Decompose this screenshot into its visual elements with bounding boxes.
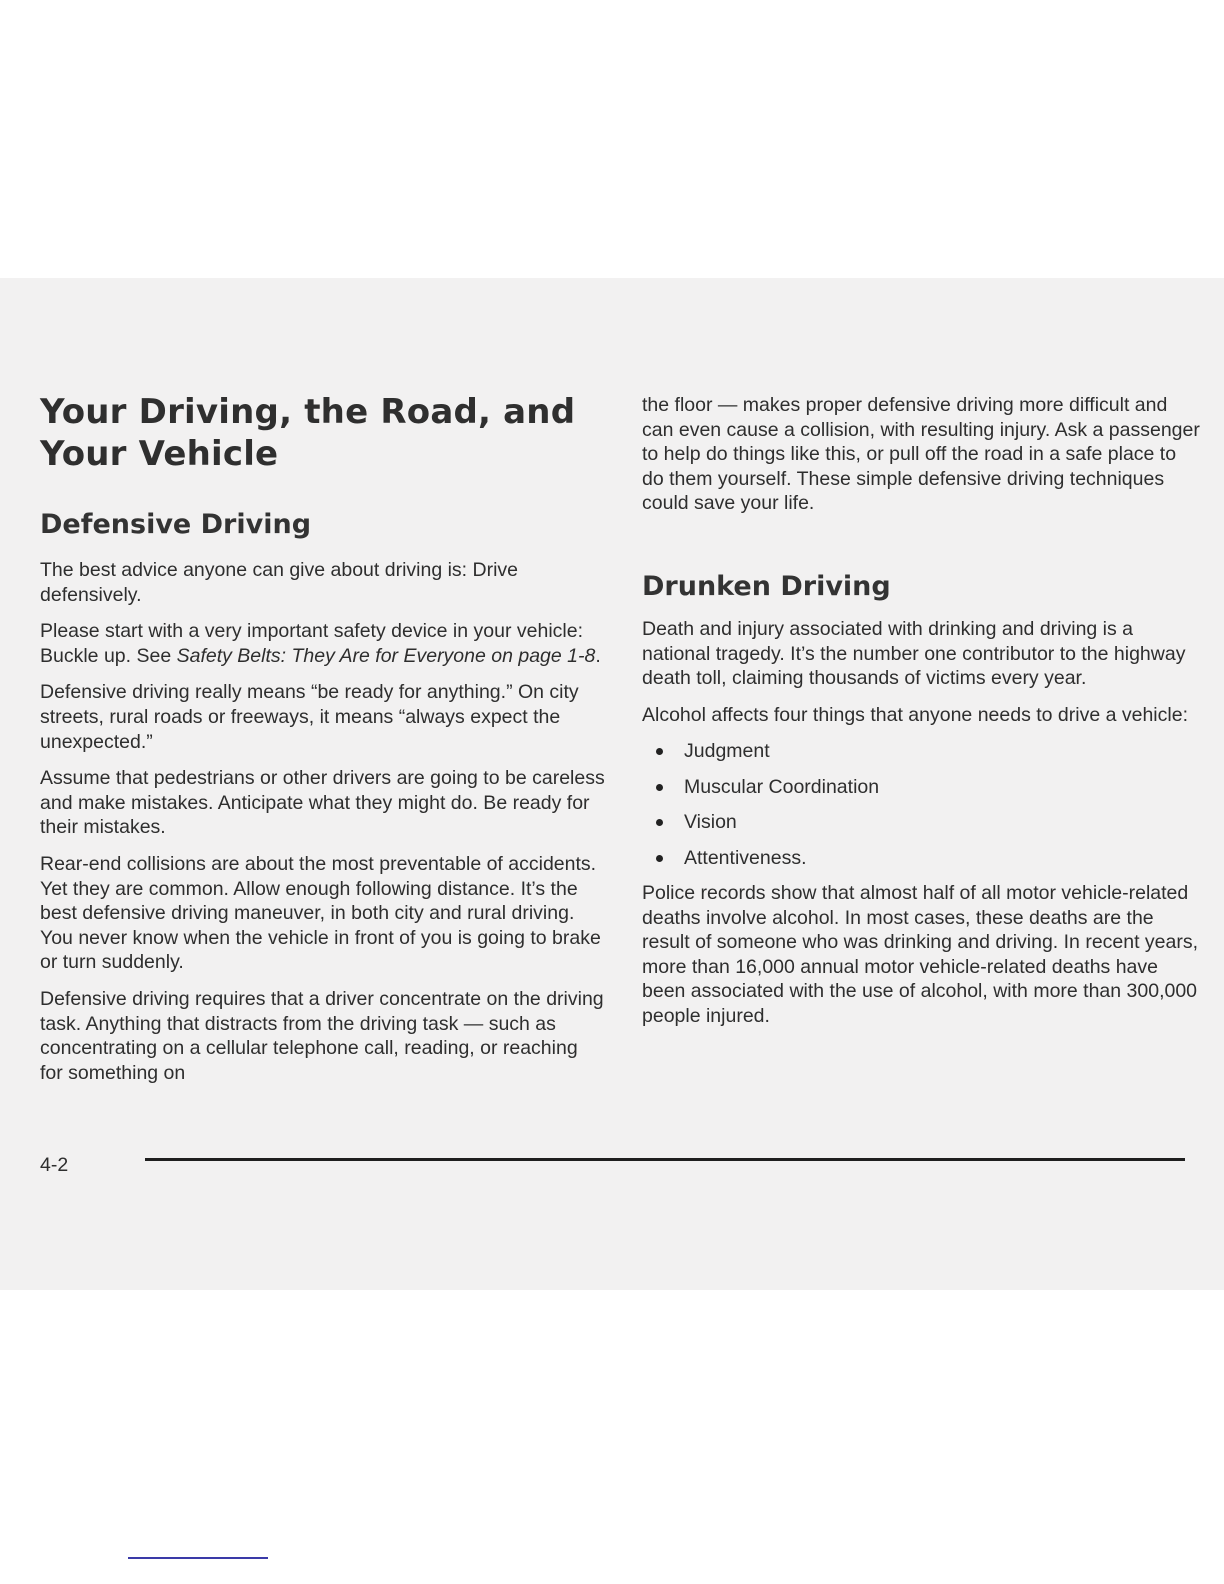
- paragraph-text: Please start with a very important safety device in your vehicle: Buckle up. See: [40, 620, 583, 667]
- defensive-driving-continued: [642, 393, 1202, 528]
- bullet-icon: [656, 819, 663, 826]
- paragraph: Police records show that almost half of all motor vehicle-related deaths involve alcohol. In most cases, these deaths are the result of someone who was drinking and driving. In recent years, more than 16,000 annual motor vehicle-related deaths have been associated with the use of alcohol, with more than 300,000 people injured.: [642, 881, 1199, 1027]
- alcohol-effects-list: [642, 739, 1202, 870]
- chapter-title: Your Driving, the Road, and Your Vehicle: [40, 392, 576, 474]
- list-item-label: Judgment: [684, 740, 770, 763]
- list-item-label: Muscular Coordination: [684, 775, 880, 798]
- paragraph: Death and injury associated with drinking and driving is a national tragedy. It’s the number one contributor to the highway death toll, claiming thousands of victims every year.: [642, 618, 1186, 690]
- paragraph: Rear-end collisions are about the most preventable of accidents. Yet they are common. Allow enough following distance. It’s the best defensive driving maneuver, in both city and rural driving. You never know when the vehicle in front of you is going to brake or turn suddenly.: [40, 852, 601, 974]
- section-heading-defensive-driving: Defensive Driving: [40, 509, 312, 540]
- defensive-driving-body: [40, 558, 605, 1097]
- bullet-icon: [656, 855, 663, 862]
- section-heading-drunken-driving: Drunken Driving: [642, 571, 891, 602]
- footer-divider: [145, 1158, 1185, 1161]
- list-item-label: Attentiveness.: [684, 846, 807, 869]
- drunken-driving-body: [642, 617, 1202, 1041]
- paragraph: Defensive driving requires that a driver concentrate on the driving task. Anything that distracts from the driving task — such as concentrating on a cellular telephone call, reading, or reaching for something on: [40, 987, 604, 1084]
- list-item: [642, 810, 1202, 835]
- paragraph: The best advice anyone can give about driving is: Drive defensively.: [40, 559, 519, 606]
- list-item: [642, 775, 1202, 800]
- paragraph: Assume that pedestrians or other drivers are going to be careless and make mistakes. Anticipate what they might do. Be ready for their mistakes.: [40, 767, 605, 839]
- list-item: [642, 739, 1202, 764]
- list-item: [642, 846, 1202, 871]
- safety-belts-link[interactable]: Safety Belts: They Are for Everyone on page 1-8: [176, 644, 596, 667]
- bullet-icon: [656, 784, 663, 791]
- page-number: 4-2: [40, 1154, 69, 1176]
- paragraph-text: .: [595, 644, 601, 667]
- paragraph: Alcohol affects four things that anyone needs to drive a vehicle:: [642, 703, 1188, 726]
- link-underline: [128, 1557, 268, 1559]
- list-item-label: Vision: [684, 811, 737, 834]
- paragraph: the floor — makes proper defensive driving more difficult and can even cause a collision, with resulting injury. Ask a passenger to help do things like this, or pull off the road in a safe place to do them yourself. These simple defensive driving techniques could save your life.: [642, 394, 1200, 515]
- paragraph: Defensive driving really means “be ready for anything.” On city streets, rural roads or freeways, it means “always expect the unexpected.”: [40, 681, 579, 753]
- bullet-icon: [656, 748, 663, 755]
- paragraph-safety-belts: [40, 619, 605, 668]
